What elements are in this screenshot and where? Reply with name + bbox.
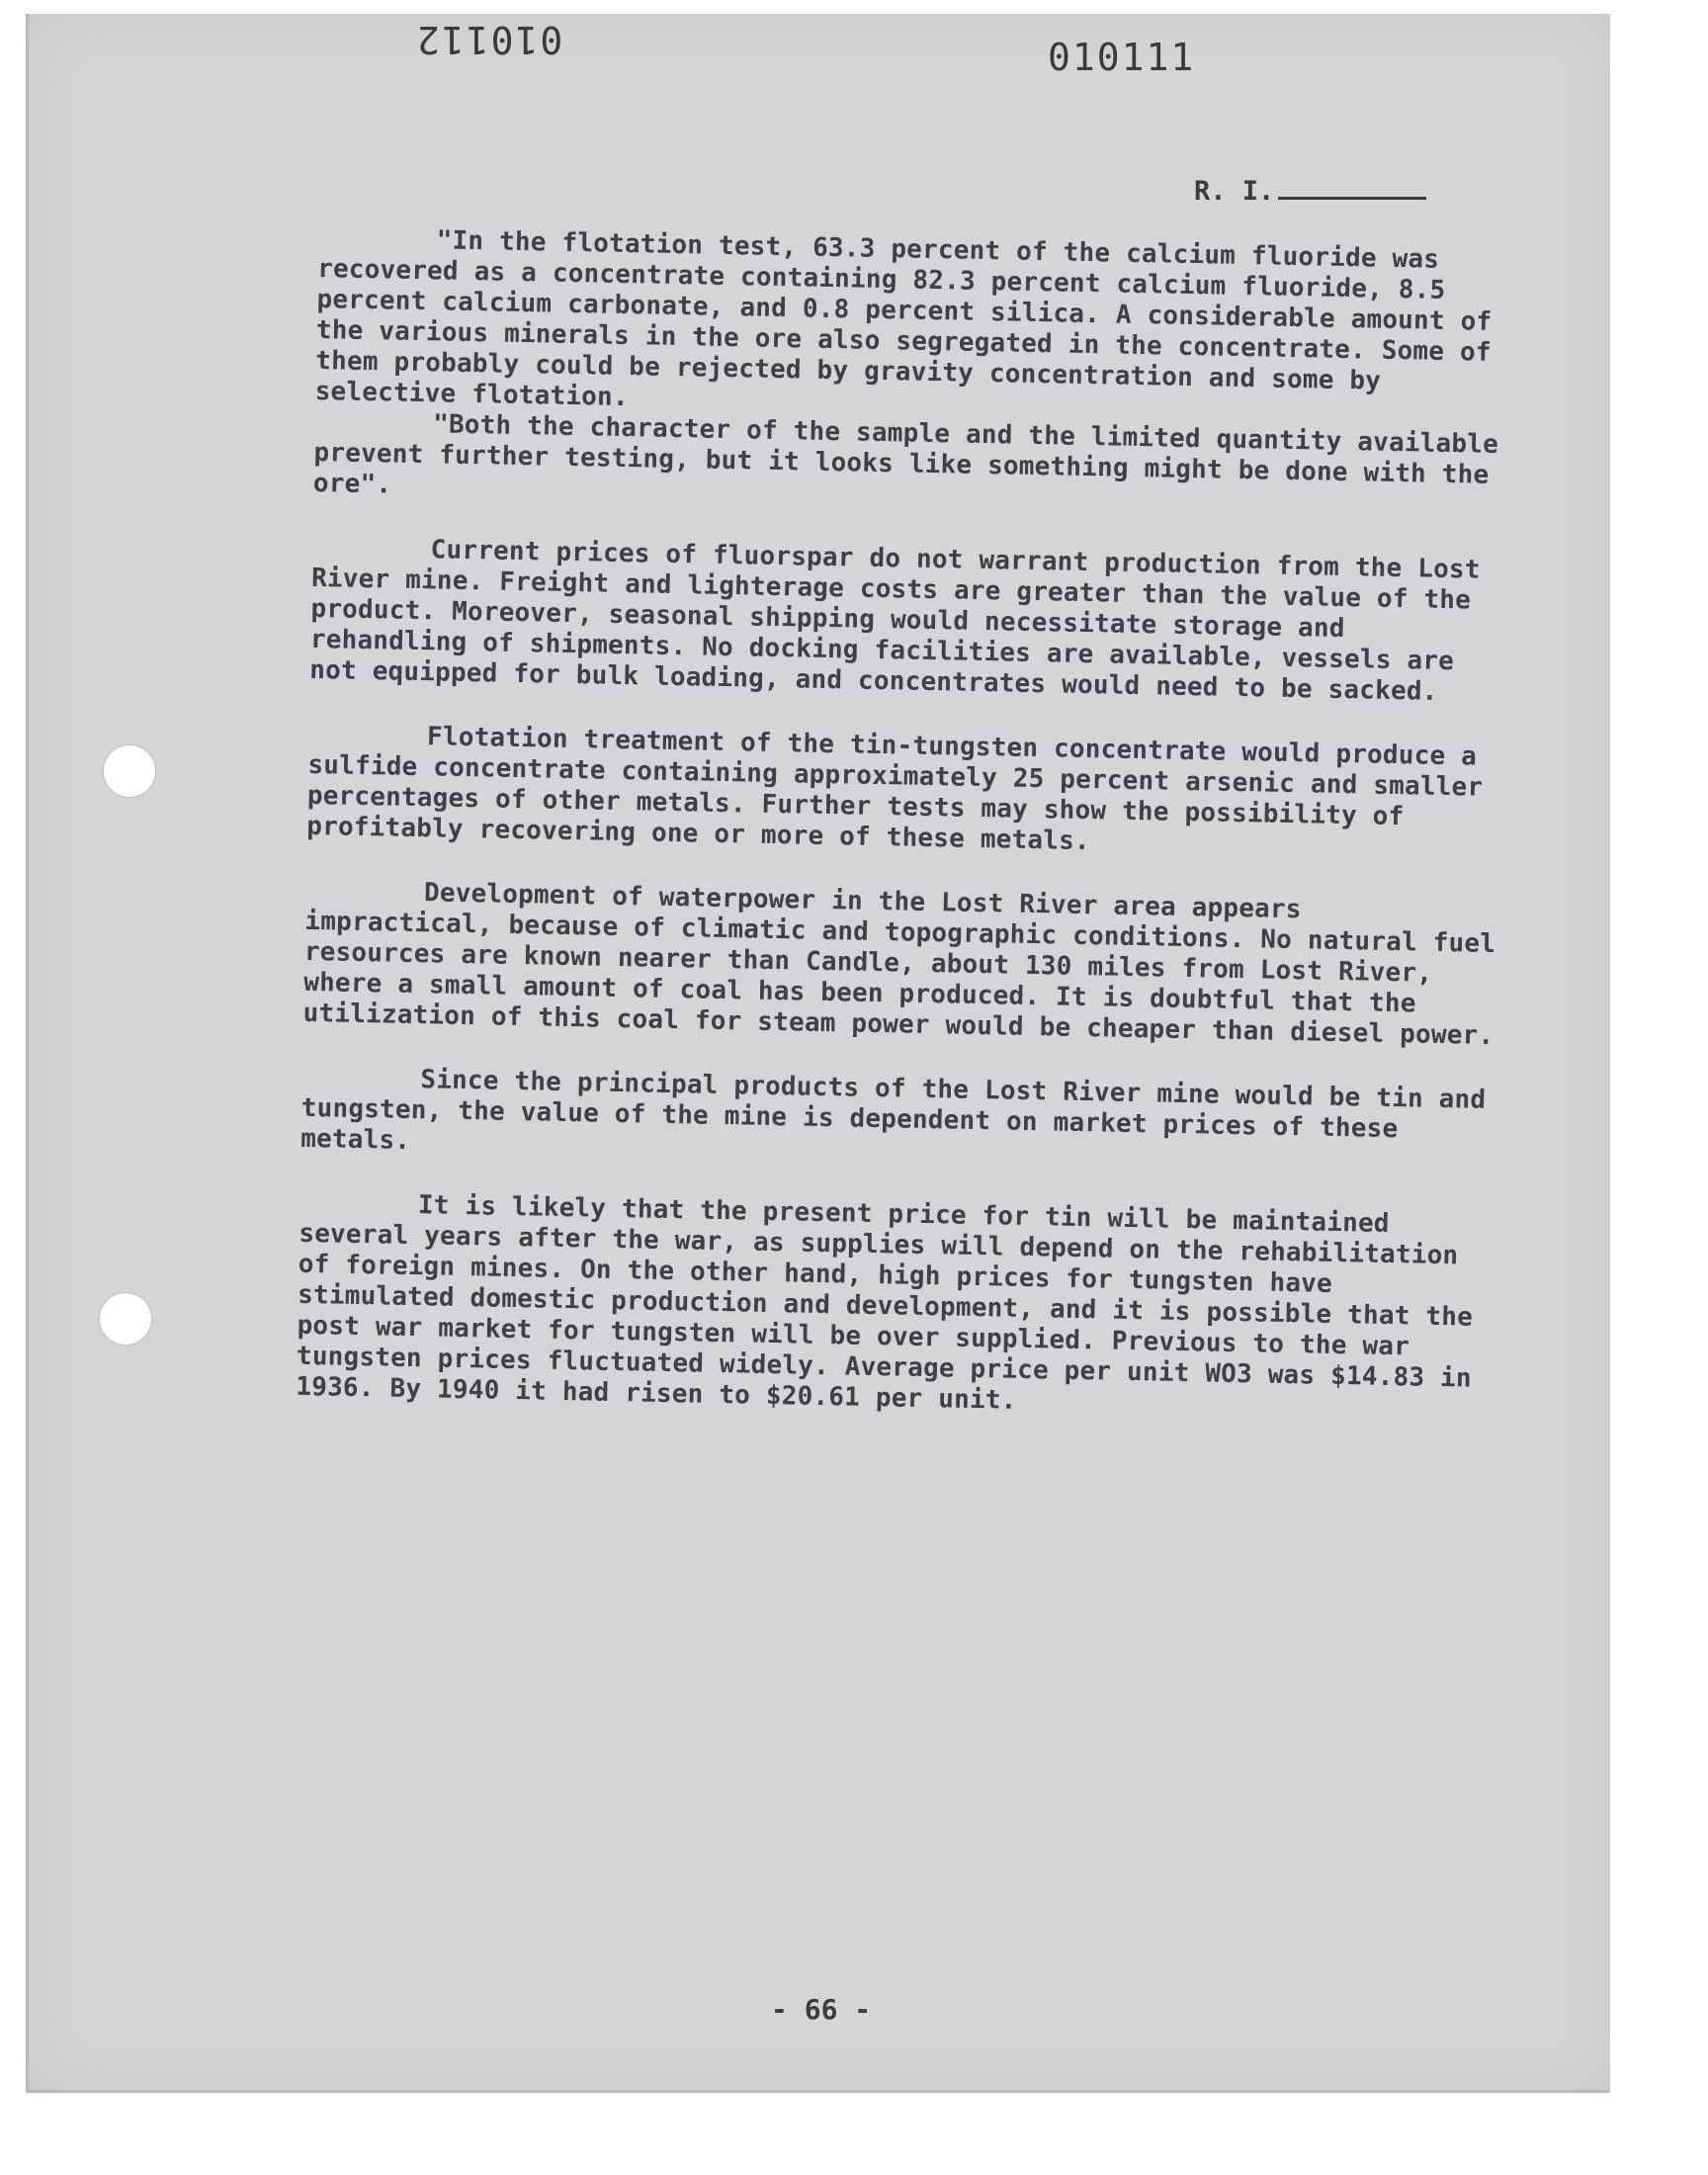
report-number-field [1194,176,1426,207]
punch-hole [100,1293,151,1345]
paragraph-principal-products: Since the principal products of the Lost River mine would be tin and tungsten, the value of the mine is dependent on market prices of these metals. [299,1065,1487,1156]
file-number-stamp-left: 010112 [415,18,563,61]
paragraph-flotation-quote: "In the flotation test, 63.3 percent of the calcium fluoride was recovered as a concentrate containing 82.3 percent calcium fluoride, 8.5 percent calcium carbonate, and 0.8 percent silica. A considerable amount of the various minerals in the ore also segregated in the concentrate. Some of them probably could be rejected by gravity concentration and some by selective flotation. [314,225,1493,413]
report-number-blank-line [1278,197,1426,200]
paragraph-tin-price-outlook: It is likely that the present price for tin will be maintained several years after the war, as supplies will depend on the rehabilitation of foreign mines. On the other hand, high prices for tungsten have stimulated domestic production and development, and it is possible that the post war market for tungsten will be over supplied. Previous to the war tungsten prices fluctuated widely. Average price per unit WO3 was $14.83 in 1936. By 1940 it had risen to $20.61 per unit. [296,1190,1474,1416]
document-body [296,223,1512,1426]
file-number-stamp-right: 010111 [1048,36,1196,79]
paragraph-tin-tungsten-concentrate: Flotation treatment of the tin-tungsten concentrate would produce a sulfide concentrate containing approximately 25 percent arsenic and smaller percentages of other metals. Further tests may show the possibility of profitably recovering one or more of these metals. [306,722,1484,857]
page-number: - 66 - [771,1993,872,2026]
paragraph-fluorspar-prices: Current prices of fluorspar do not warrant production from the Lost River mine. Freight and lighterage costs are greater than the value of the product. Moreover, seasonal shipping would necessitate storage and rehandling of shipments. No docking facilities are available, vessels are not equipped for bulk loading, and concentrates would need to be sacked. [309,535,1481,707]
paragraph-waterpower: Development of waterpower in the Lost River area appears impractical, because of climatic and topographic conditions. No natural fuel resources are known nearer than Candle, about 130 miles from Lost River, where a small amount of coal has been produced. It is doubtful that the utilization of this coal for steam power would be cheaper than diesel power. [302,878,1496,1051]
report-number-label: R. I. [1194,176,1275,207]
punch-hole [104,745,155,797]
paragraph-testing-quote: "Both the character of the sample and the limited quantity available prevent further testing, but it looks like something might be done with the ore". [312,409,1499,500]
